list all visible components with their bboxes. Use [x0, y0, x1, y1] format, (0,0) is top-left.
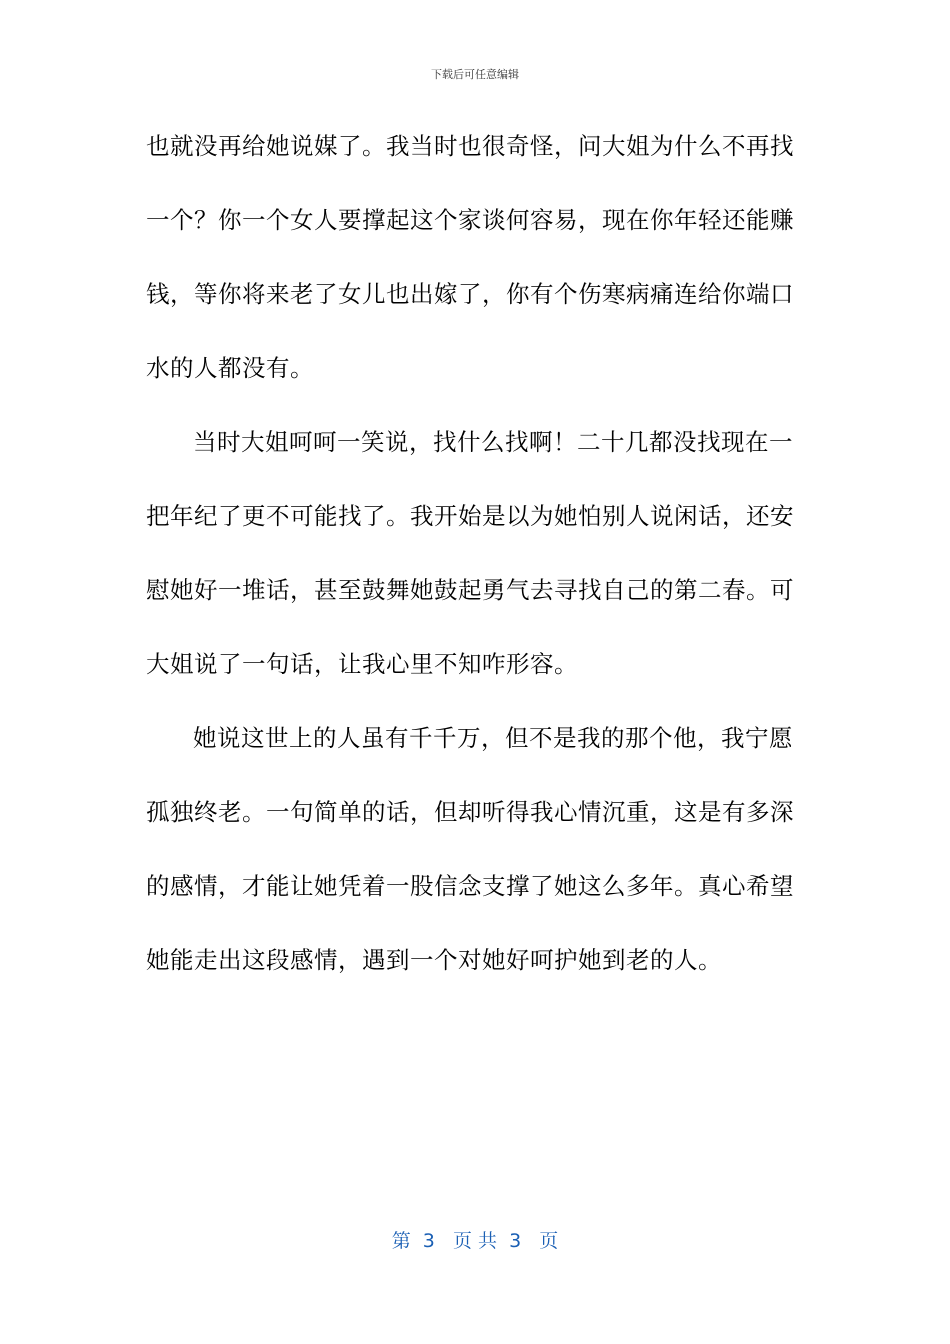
page-number-footer: 第 3 页 共 3 页: [391, 1230, 559, 1252]
text-line: 她能走出这段感情，遇到一个对她好呵护她到老的人。: [146, 946, 722, 974]
text-line: 把年纪了更不可能找了。我开始是以为她怕别人说闲话，还安: [146, 502, 794, 530]
paragraph-start-line: 当时大姐呵呵一笑说，找什么找啊！二十几都没找现在一: [193, 428, 793, 456]
text-line: 慰她好一堆话，甚至鼓舞她鼓起勇气去寻找自己的第二春。可: [146, 576, 794, 604]
text-line: 孤独终老。一句简单的话，但却听得我心情沉重，这是有多深: [146, 798, 794, 826]
text-line: 一个？你一个女人要撑起这个家谈何容易，现在你年轻还能赚: [146, 206, 794, 234]
page-header: 下载后可任意编辑: [431, 68, 519, 81]
text-line: 也就没再给她说媒了。我当时也很奇怪，问大姐为什么不再找: [146, 132, 794, 160]
text-line: 水的人都没有。: [146, 354, 314, 382]
paragraph-start-line: 她说这世上的人虽有千千万，但不是我的那个他，我宁愿: [193, 724, 793, 752]
text-line: 的感情，才能让她凭着一股信念支撑了她这么多年。真心希望: [146, 872, 794, 900]
text-line: 钱，等你将来老了女儿也出嫁了，你有个伤寒病痛连给你端口: [146, 280, 794, 308]
text-line: 大姐说了一句话，让我心里不知咋形容。: [146, 650, 578, 678]
document-body: [146, 128, 796, 1016]
